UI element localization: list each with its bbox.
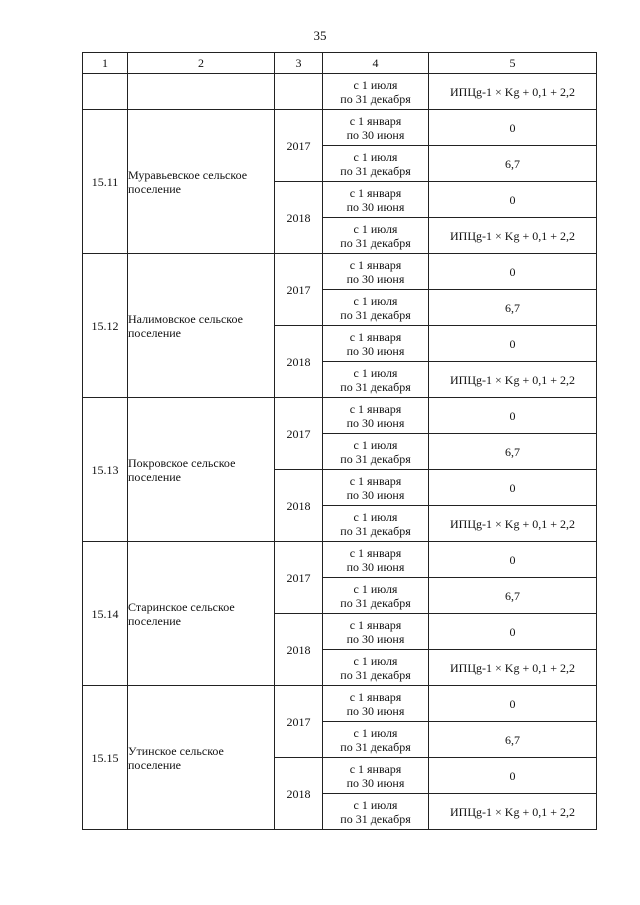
value-cell: ИПЦg-1 × Kg + 0,1 + 2,2 <box>429 362 597 398</box>
year-cell: 2018 <box>275 614 323 686</box>
period-cell <box>323 146 429 182</box>
period-cell <box>323 434 429 470</box>
period-cell <box>323 506 429 542</box>
period-cell <box>323 650 429 686</box>
settlement-name-line: поселение <box>128 757 182 772</box>
value-cell: 0 <box>429 686 597 722</box>
settlement-name <box>128 254 275 398</box>
period-cell <box>323 542 429 578</box>
period-cell <box>323 758 429 794</box>
row-number: 15.13 <box>83 398 128 542</box>
page-number: 35 <box>313 28 327 43</box>
year-cell: 2017 <box>275 398 323 470</box>
period-cell <box>323 794 429 830</box>
value-cell: 0 <box>429 398 597 434</box>
settlement-name-line: поселение <box>128 469 182 484</box>
value-cell: 6,7 <box>429 722 597 758</box>
settlement-name-line: поселение <box>128 613 182 628</box>
period-start: с 1 июля <box>353 653 398 668</box>
settlement-name-line: Старинское сельское <box>128 599 235 614</box>
period-end: по 30 июня <box>346 703 405 718</box>
value-cell: ИПЦg-1 × Kg + 0,1 + 2,2 <box>429 506 597 542</box>
period-end: по 30 июня <box>346 559 405 574</box>
settlement-name-line: поселение <box>128 181 182 196</box>
period-start: с 1 января <box>349 617 402 632</box>
period-end: по 31 декабря <box>340 667 411 682</box>
value-cell: 0 <box>429 182 597 218</box>
tariff-table <box>82 52 597 830</box>
year-cell: 2018 <box>275 470 323 542</box>
value-cell: ИПЦg-1 × Kg + 0,1 + 2,2 <box>429 74 597 110</box>
period-end: по 31 декабря <box>340 811 411 826</box>
period-end: по 30 июня <box>346 415 405 430</box>
year-cell: 2017 <box>275 542 323 614</box>
table-row <box>83 110 597 146</box>
column-header: 1 <box>83 53 128 74</box>
value-cell: 6,7 <box>429 578 597 614</box>
table-row <box>83 542 597 578</box>
value-cell: ИПЦg-1 × Kg + 0,1 + 2,2 <box>429 650 597 686</box>
period-start: с 1 января <box>349 761 402 776</box>
settlement-name-line: Утинское сельское <box>128 743 224 758</box>
value-cell: 6,7 <box>429 434 597 470</box>
period-start: с 1 января <box>349 185 402 200</box>
period-cell <box>323 326 429 362</box>
period-end: по 30 июня <box>346 127 405 142</box>
row-number: 15.11 <box>83 110 128 254</box>
value-cell: 0 <box>429 254 597 290</box>
period-start: с 1 июля <box>353 581 398 596</box>
year-cell: 2017 <box>275 110 323 182</box>
value-cell: 0 <box>429 758 597 794</box>
period-start: с 1 января <box>349 473 402 488</box>
period-start: с 1 января <box>349 401 402 416</box>
value-cell: 0 <box>429 542 597 578</box>
column-header: 4 <box>323 53 429 74</box>
row-number: 15.12 <box>83 254 128 398</box>
value-cell: 0 <box>429 470 597 506</box>
value-cell: 0 <box>429 326 597 362</box>
period-end: по 31 декабря <box>340 523 411 538</box>
period-start: с 1 января <box>349 257 402 272</box>
row-number: 15.15 <box>83 686 128 830</box>
table-row <box>83 686 597 722</box>
empty-cell <box>83 74 128 110</box>
period-end: по 31 декабря <box>340 91 411 106</box>
empty-cell <box>128 74 275 110</box>
period-start: с 1 июля <box>353 365 398 380</box>
settlement-name-line: поселение <box>128 325 182 340</box>
period-cell <box>323 686 429 722</box>
column-header: 2 <box>128 53 275 74</box>
settlement-name <box>128 110 275 254</box>
period-start: с 1 июля <box>353 509 398 524</box>
period-cell <box>323 470 429 506</box>
empty-cell <box>275 74 323 110</box>
period-start: с 1 июля <box>353 77 398 92</box>
period-cell <box>323 722 429 758</box>
column-header: 5 <box>429 53 597 74</box>
period-cell <box>323 578 429 614</box>
period-cell <box>323 182 429 218</box>
period-cell <box>323 254 429 290</box>
settlement-name-line: Покровское сельское <box>128 455 236 470</box>
period-start: с 1 января <box>349 545 402 560</box>
period-end: по 30 июня <box>346 631 405 646</box>
period-start: с 1 июля <box>353 725 398 740</box>
period-end: по 31 декабря <box>340 595 411 610</box>
row-number: 15.14 <box>83 542 128 686</box>
period-end: по 30 июня <box>346 271 405 286</box>
table-row <box>83 398 597 434</box>
table-header-row <box>83 53 597 74</box>
period-end: по 31 декабря <box>340 235 411 250</box>
period-start: с 1 июля <box>353 221 398 236</box>
settlement-name <box>128 686 275 830</box>
period-cell <box>323 614 429 650</box>
value-cell: 6,7 <box>429 146 597 182</box>
period-end: по 30 июня <box>346 775 405 790</box>
settlement-name-line: Налимовское сельское <box>128 311 243 326</box>
period-cell <box>323 110 429 146</box>
value-cell: 0 <box>429 110 597 146</box>
period-end: по 30 июня <box>346 199 405 214</box>
year-cell: 2017 <box>275 254 323 326</box>
period-end: по 31 декабря <box>340 451 411 466</box>
period-cell <box>323 290 429 326</box>
table-row <box>83 254 597 290</box>
settlement-name <box>128 542 275 686</box>
settlement-name <box>128 398 275 542</box>
value-cell: 0 <box>429 614 597 650</box>
value-cell: 6,7 <box>429 290 597 326</box>
period-start: с 1 января <box>349 689 402 704</box>
period-end: по 31 декабря <box>340 739 411 754</box>
period-start: с 1 июля <box>353 797 398 812</box>
value-cell: ИПЦg-1 × Kg + 0,1 + 2,2 <box>429 218 597 254</box>
period-end: по 31 декабря <box>340 163 411 178</box>
period-cell <box>323 362 429 398</box>
table-row <box>83 74 597 110</box>
period-end: по 30 июня <box>346 343 405 358</box>
period-start: с 1 января <box>349 113 402 128</box>
period-cell <box>323 74 429 110</box>
period-start: с 1 июля <box>353 149 398 164</box>
column-header: 3 <box>275 53 323 74</box>
value-cell: ИПЦg-1 × Kg + 0,1 + 2,2 <box>429 794 597 830</box>
period-start: с 1 января <box>349 329 402 344</box>
period-end: по 30 июня <box>346 487 405 502</box>
period-cell <box>323 398 429 434</box>
year-cell: 2018 <box>275 182 323 254</box>
period-end: по 31 декабря <box>340 379 411 394</box>
period-end: по 31 декабря <box>340 307 411 322</box>
period-start: с 1 июля <box>353 293 398 308</box>
settlement-name-line: Муравьевское сельское <box>128 167 248 182</box>
year-cell: 2018 <box>275 326 323 398</box>
year-cell: 2017 <box>275 686 323 758</box>
year-cell: 2018 <box>275 758 323 830</box>
period-start: с 1 июля <box>353 437 398 452</box>
period-cell <box>323 218 429 254</box>
